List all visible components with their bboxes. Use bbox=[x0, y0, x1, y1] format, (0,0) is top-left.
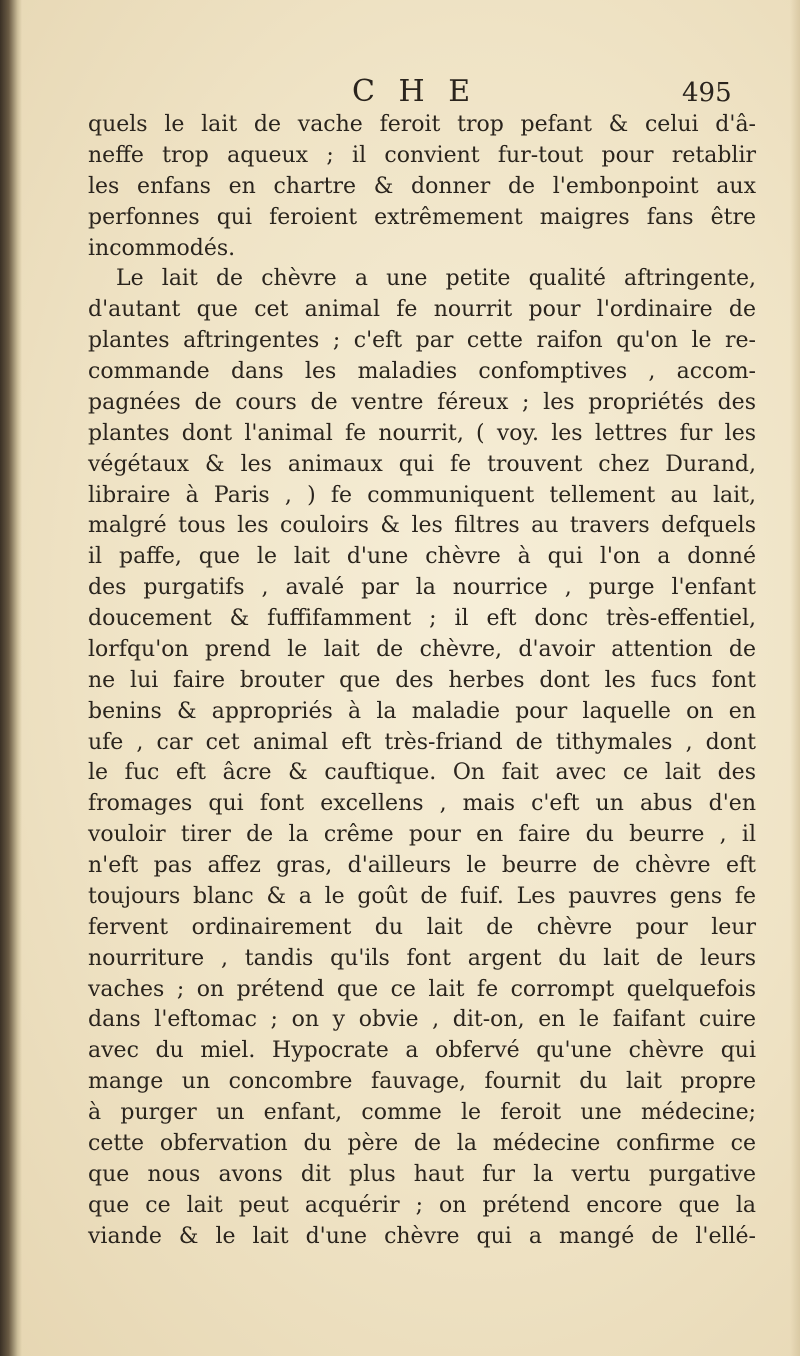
text-line: avec du miel. Hypocrate a obfervé qu'une chèvre qui bbox=[88, 1038, 756, 1064]
text-line: mange un concombre fauvage, fournit du lait propre bbox=[88, 1069, 756, 1095]
paragraph-start-line: Le lait de chèvre a une petite qualité aftringente, bbox=[116, 266, 756, 292]
running-head: C H E bbox=[352, 74, 478, 109]
text-line: incommodés. bbox=[88, 235, 236, 261]
text-line: pagnées de cours de ventre féreux ; les propriétés des bbox=[88, 389, 756, 415]
text-line: les enfans en chartre & donner de l'embonpoint aux bbox=[88, 173, 756, 199]
book-spine-shadow bbox=[0, 0, 22, 1356]
text-line: perfonnes qui feroient extrêmement maigres fans être bbox=[88, 204, 756, 230]
text-line: doucement & fuffifamment ; il eft donc très-effentiel, bbox=[88, 606, 756, 631]
text-line: vouloir tirer de la crême pour en faire du beurre , il bbox=[88, 822, 756, 848]
text-line: n'eft pas affez gras, d'ailleurs le beurre de chèvre eft bbox=[88, 853, 756, 878]
text-line: vaches ; on prétend que ce lait fe corrompt quelquefois bbox=[88, 976, 756, 1002]
text-line: il paffe, que le lait d'une chèvre à qui l'on a donné bbox=[88, 544, 756, 570]
text-line: que nous avons dit plus haut fur la vertu purgative bbox=[88, 1161, 756, 1187]
page-header bbox=[0, 74, 800, 114]
text-line: cette obfervation du père de la médecine confirme ce bbox=[88, 1130, 756, 1156]
text-line: des purgatifs , avalé par la nourrice , purge l'enfant bbox=[88, 575, 756, 601]
text-line: fervent ordinairement du lait de chèvre pour leur bbox=[88, 914, 756, 940]
text-line: plantes dont l'animal fe nourrit, ( voy. les lettres fur les bbox=[88, 420, 756, 446]
text-line: ne lui faire brouter que des herbes dont les fucs font bbox=[88, 667, 756, 693]
text-line: quels le lait de vache feroit trop pefant & celui d'â- bbox=[88, 112, 756, 137]
text-line: viande & le lait d'une chèvre qui a mangé de l'ellé- bbox=[88, 1223, 756, 1249]
text-line: que ce lait peut acquérir ; on prétend encore que la bbox=[88, 1192, 756, 1218]
text-line: ufe , car cet animal eft très-friand de tithymales , dont bbox=[88, 729, 756, 755]
text-line: benins & appropriés à la maladie pour laquelle on en bbox=[88, 698, 756, 724]
text-line: libraire à Paris , ) fe communiquent tellement au lait, bbox=[88, 482, 756, 508]
text-line: nourriture , tandis qu'ils font argent du lait de leurs bbox=[88, 945, 756, 971]
text-line: fromages qui font excellens , mais c'eft un abus d'en bbox=[88, 791, 756, 817]
page-edge bbox=[790, 0, 800, 1356]
text-line: malgré tous les couloirs & les filtres au travers defquels bbox=[88, 513, 756, 539]
text-line: dans l'eftomac ; on y obvie , dit-on, en le faifant cuire bbox=[88, 1007, 756, 1033]
text-line: lorfqu'on prend le lait de chèvre, d'avoir attention de bbox=[88, 636, 756, 662]
body-text bbox=[88, 110, 756, 1252]
page-number: 495 bbox=[682, 78, 732, 108]
text-line: à purger un enfant, comme le feroit une médecine; bbox=[88, 1100, 756, 1125]
text-line: d'autant que cet animal fe nourrit pour l'ordinaire de bbox=[88, 297, 756, 323]
text-line: plantes aftringentes ; c'eft par cette raifon qu'on le re- bbox=[88, 328, 756, 354]
text-line: neffe trop aqueux ; il convient fur-tout pour retablir bbox=[88, 142, 756, 168]
text-line: végétaux & les animaux qui fe trouvent chez Durand, bbox=[88, 451, 756, 477]
text-line: le fuc eft âcre & cauftique. On fait avec ce lait des bbox=[88, 760, 756, 786]
text-line: toujours blanc & a le goût de fuif. Les pauvres gens fe bbox=[88, 883, 756, 909]
text-line: commande dans les maladies confomptives , accom- bbox=[88, 359, 756, 384]
